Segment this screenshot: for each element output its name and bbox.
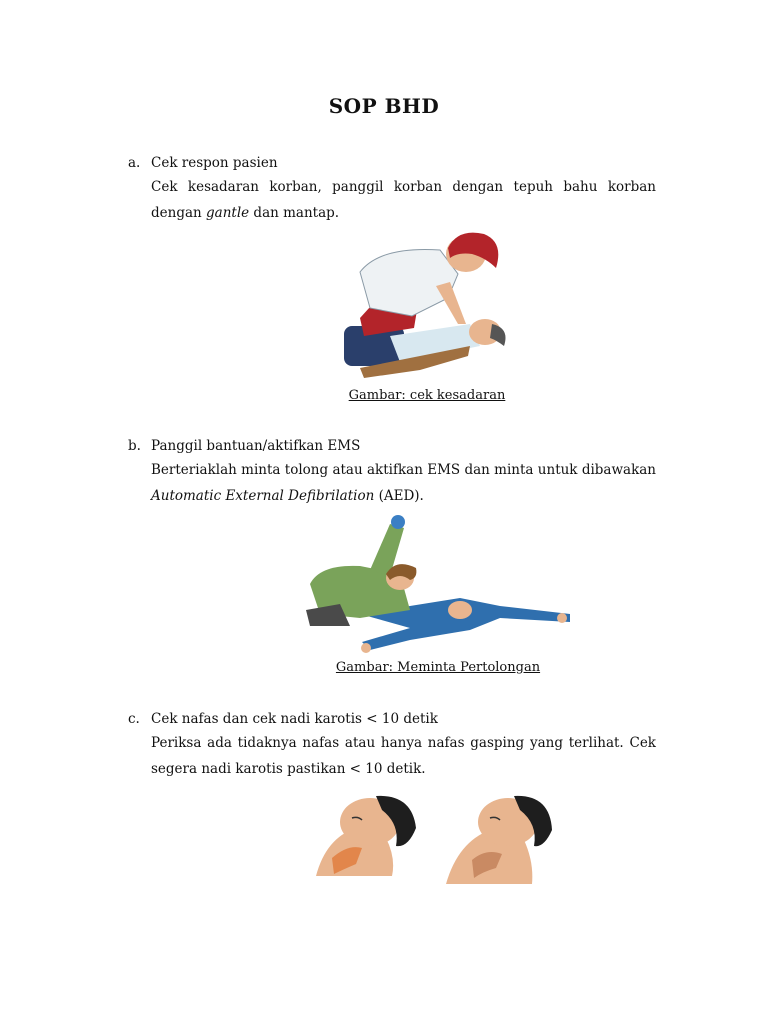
- figure-cek-nadi-1: [296, 788, 420, 880]
- section-a: [128, 152, 656, 226]
- section-b-heading-text: Panggil bantuan/aktifkan EMS: [151, 438, 361, 454]
- document-title: SOP BHD: [328, 94, 440, 118]
- section-b-body-emphasis: Automatic External Defibrilation: [151, 488, 375, 504]
- victim-hand: [557, 613, 567, 623]
- section-a-heading-text: Cek respon pasien: [151, 155, 278, 171]
- section-a-body-emphasis: gantle: [206, 205, 250, 221]
- section-c: [128, 708, 656, 782]
- figure-meminta-pertolongan: [300, 514, 580, 658]
- section-c-marker: c.: [128, 711, 140, 727]
- section-b-heading: [128, 435, 656, 457]
- illustration-carotid-check-1: [296, 788, 420, 880]
- victim-hand-left: [361, 643, 371, 653]
- rescuer-shirt: [360, 249, 458, 316]
- section-a-heading: [128, 152, 656, 174]
- section-a-body: [151, 174, 656, 226]
- illustration-check-response: [340, 228, 515, 380]
- section-a-body-text-end: dan mantap.: [249, 205, 340, 221]
- section-b-body-text: Berteriaklah minta tolong atau aktifkan EMS dan minta untuk dibawakan: [151, 462, 656, 478]
- illustration-carotid-check-2: [432, 788, 556, 886]
- section-b-body-text-end: (AED).: [374, 488, 424, 504]
- rescuer-glove: [391, 515, 405, 529]
- section-a-marker: a.: [128, 155, 141, 171]
- section-c-body: [151, 730, 656, 782]
- section-c-heading-text: Cek nafas dan cek nadi karotis < 10 detik: [151, 711, 438, 727]
- victim-head: [448, 601, 472, 619]
- section-c-body-text: Periksa ada tidaknya nafas atau hanya nafas gasping yang terlihat. Cek segera nadi karotis pastikan < 10 detik.: [151, 735, 656, 777]
- section-b-marker: b.: [128, 438, 141, 454]
- section-c-heading: [128, 708, 656, 730]
- figure-cek-kesadaran: [340, 228, 515, 380]
- caption-cek-kesadaran: Gambar: cek kesadaran: [348, 388, 506, 403]
- rescuer-arm: [436, 282, 466, 324]
- section-b-body: [151, 457, 656, 509]
- section-a-body-text: Cek kesadaran korban, panggil korban dengan tepuh bahu korban dengan: [151, 179, 656, 221]
- section-b: [128, 435, 656, 509]
- figure-cek-nadi-2: [432, 788, 556, 886]
- illustration-call-for-help: [300, 514, 580, 658]
- caption-meminta-pertolongan: Gambar: Meminta Pertolongan: [335, 660, 541, 675]
